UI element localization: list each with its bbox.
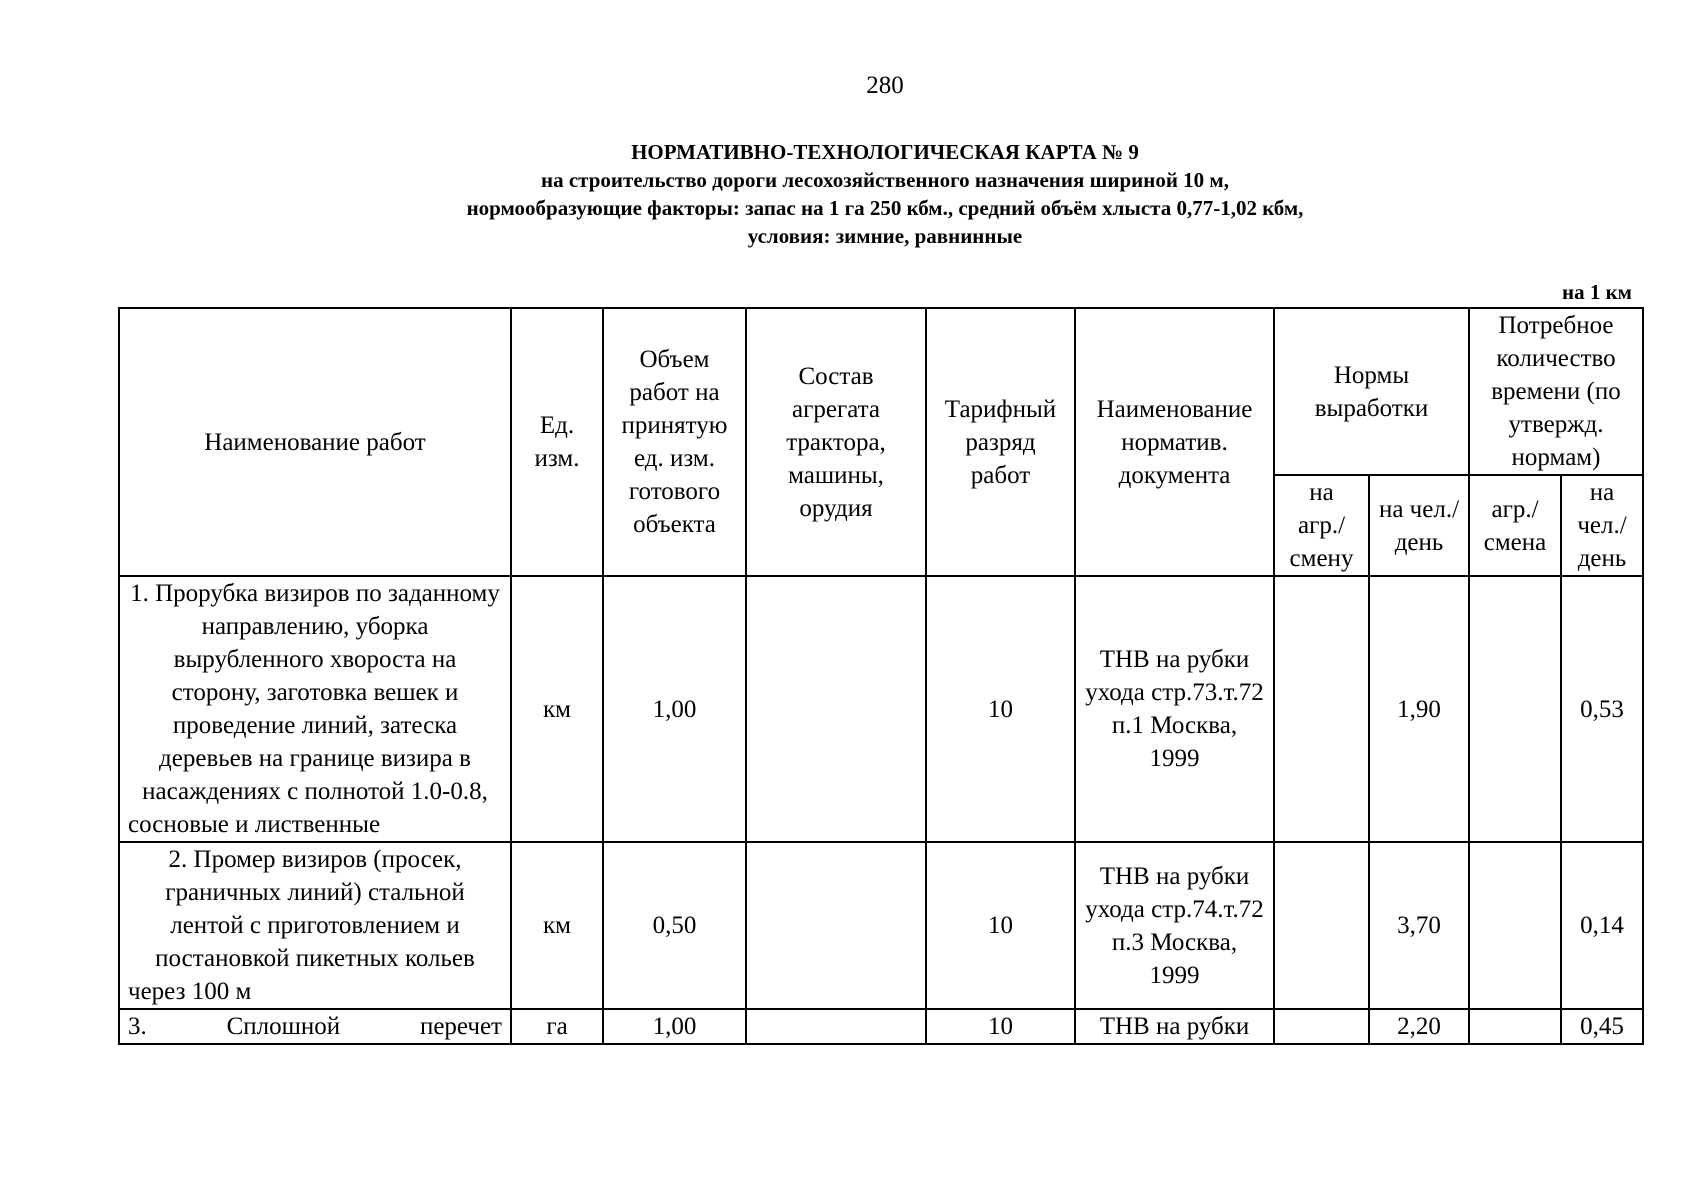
grade-cell: 10	[926, 1009, 1075, 1044]
header-norms: Нормы выработки	[1274, 308, 1469, 475]
volume-cell: 1,00	[603, 576, 746, 842]
document-title	[0, 138, 1697, 250]
work-name-cell: 2. Промер визиров (просек, граничных линий) стальной лентой с приготовлением и постановкой пикетных кольев через 100 м	[119, 842, 511, 1009]
norm-agr-cell	[1274, 576, 1369, 842]
unit-note: на 1 км	[1561, 280, 1632, 304]
header-grade: Тарифный разряд работ	[926, 308, 1075, 576]
time-man-cell: 0,45	[1561, 1009, 1643, 1044]
time-agr-cell	[1469, 576, 1561, 842]
title-line-1: НОРМАТИВНО-ТЕХНОЛОГИЧЕСКАЯ КАРТА № 9	[631, 140, 1139, 164]
title-line-2: на строительство дороги лесохозяйственного назначения шириной 10 м,	[541, 168, 1229, 192]
composition-cell	[746, 842, 926, 1009]
header-composition: Состав агрегата трактора, машины, орудия	[746, 308, 926, 576]
grade-cell: 10	[926, 842, 1075, 1009]
table-row	[119, 842, 1643, 1009]
composition-cell	[746, 576, 926, 842]
title-line-4: условия: зимние, равнинные	[747, 224, 1023, 248]
volume-cell: 0,50	[603, 842, 746, 1009]
header-norms-man: на чел./ день	[1369, 475, 1469, 576]
header-norms-agr: на агр./ смену	[1274, 475, 1369, 576]
norm-agr-cell	[1274, 1009, 1369, 1044]
header-document: Наименование норматив. документа	[1075, 308, 1274, 576]
unit-cell: га	[511, 1009, 603, 1044]
volume-cell: 1,00	[603, 1009, 746, 1044]
unit-cell: км	[511, 842, 603, 1009]
norm-man-cell: 3,70	[1369, 842, 1469, 1009]
title-line-3: нормообразующие факторы: запас на 1 га 250 кбм., средний объём хлыста 0,77-1,02 кбм,	[466, 196, 1304, 220]
page-number: 280	[866, 72, 904, 99]
work-name-cell: 3. Сплошной перечет	[119, 1009, 511, 1044]
table-row	[119, 576, 1643, 842]
document-cell: ТНВ на рубки ухода стр.73.т.72 п.1 Москва, 1999	[1075, 576, 1274, 842]
header-volume: Объем работ на принятую ед. изм. готового объекта	[603, 308, 746, 576]
header-work-name: Наименование работ	[119, 308, 511, 576]
table-row	[119, 1009, 1643, 1044]
time-agr-cell	[1469, 842, 1561, 1009]
document-cell: ТНВ на рубки ухода стр.74.т.72 п.3 Москва, 1999	[1075, 842, 1274, 1009]
header-unit: Ед. изм.	[511, 308, 603, 576]
work-name-cell: 1. Прорубка визиров по заданному направлению, уборка вырубленного хвороста на сторону, заготовка вешек и проведение линий, затеска деревьев на границе визира в насаждениях с полнотой 1.0-0.8, сосновые и лиственные	[119, 576, 511, 842]
unit-cell: км	[511, 576, 603, 842]
norm-agr-cell	[1274, 842, 1369, 1009]
time-man-cell: 0,53	[1561, 576, 1643, 842]
norm-table	[118, 307, 1644, 1045]
document-cell: ТНВ на рубки	[1075, 1009, 1274, 1044]
header-time-man: на чел./ день	[1561, 475, 1643, 576]
grade-cell: 10	[926, 576, 1075, 842]
norm-man-cell: 1,90	[1369, 576, 1469, 842]
header-time: Потребное количество времени (по утвержд. нормам)	[1469, 308, 1643, 475]
header-time-agr: агр./ смена	[1469, 475, 1561, 576]
composition-cell	[746, 1009, 926, 1044]
time-man-cell: 0,14	[1561, 842, 1643, 1009]
norm-man-cell: 2,20	[1369, 1009, 1469, 1044]
time-agr-cell	[1469, 1009, 1561, 1044]
